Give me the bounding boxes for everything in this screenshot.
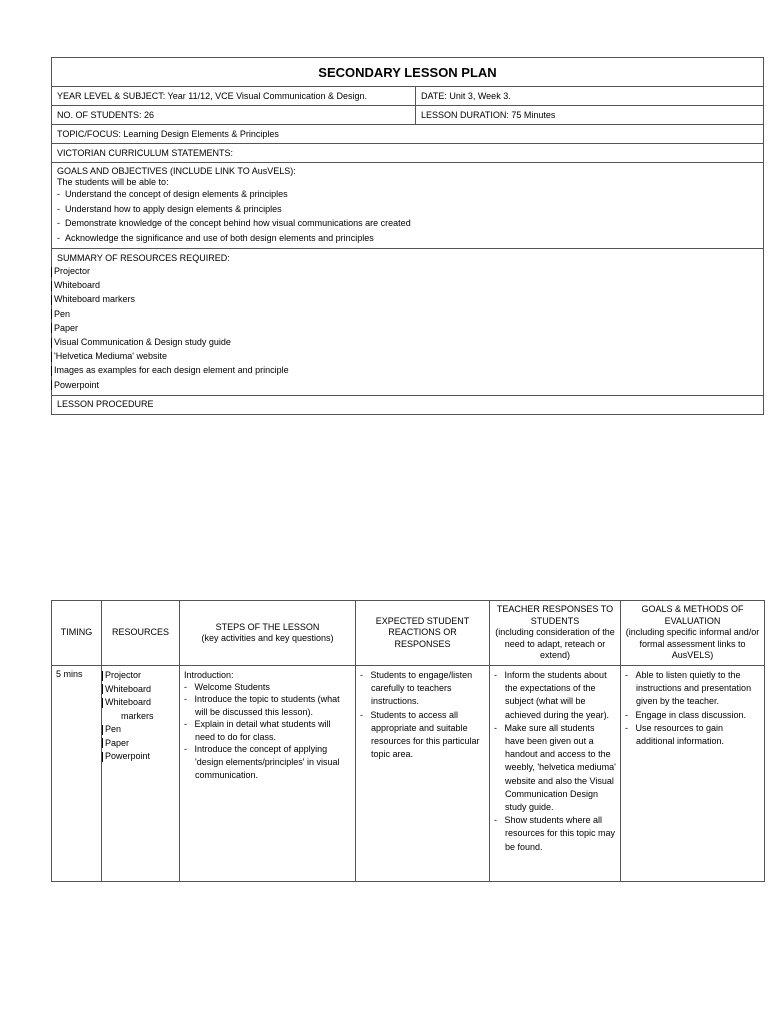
goals-section xyxy=(52,163,764,249)
goal-item: - Demonstrate knowledge of the concept behind how visual communications are created xyxy=(57,218,411,228)
header-goals: GOALS & METHODS OF EVALUATION (including specific informal and/or formal assessment links to AusVELS) xyxy=(621,601,765,666)
header-timing: TIMING xyxy=(52,601,102,666)
row-resources xyxy=(102,666,180,882)
resource-item: Visual Communication & Design study guide xyxy=(51,335,758,349)
row-teacher xyxy=(490,666,621,882)
resource-item: Whiteboard xyxy=(106,683,175,697)
resource-item: Pen xyxy=(106,723,175,737)
goal-eval-item: - Engage in class discussion. xyxy=(625,709,760,722)
resource-item: Images as examples for each design element and principle xyxy=(51,363,758,377)
expected-item: - Students to engage/listen carefully to teachers instructions. xyxy=(360,669,485,709)
resource-item: 'Helvetica Mediuma' website xyxy=(51,349,758,363)
resource-item: Projector xyxy=(51,264,758,278)
procedure-header-row xyxy=(52,601,765,666)
lesson-plan-table xyxy=(51,57,764,415)
goals-intro: The students will be able to: xyxy=(57,177,169,187)
resource-item: Pen xyxy=(51,307,758,321)
expected-item: - Students to access all appropriate and suitable resources for this particular topic area. xyxy=(360,709,485,762)
step-item: - Introduce the concept of applying 'design elements/principles' in visual communication. xyxy=(184,743,351,783)
resource-item: Powerpoint xyxy=(51,378,758,392)
row-timing: 5 mins xyxy=(52,666,102,882)
resource-item: Whiteboard xyxy=(106,696,175,710)
header-steps: STEPS OF THE LESSON (key activities and key questions) xyxy=(180,601,356,666)
goal-item: - Acknowledge the significance and use of both design elements and principles xyxy=(57,232,374,243)
lesson-date: DATE: Unit 3, Week 3. xyxy=(416,87,764,106)
step-item: - Introduce the topic to students (what will be discussed this lesson). xyxy=(184,693,351,718)
number-of-students: NO. OF STUDENTS: 26 xyxy=(52,106,416,125)
year-level-subject: YEAR LEVEL & SUBJECT: Year 11/12, VCE Visual Communication & Design. xyxy=(52,87,416,106)
procedure-table xyxy=(51,600,765,882)
goal-item: - Understand how to apply design elements & principles xyxy=(57,203,282,214)
resource-item: Paper xyxy=(106,737,175,751)
header-teacher: TEACHER RESPONSES TO STUDENTS (including consideration of the need to adapt, reteach or extend) xyxy=(490,601,621,666)
goals-heading: GOALS AND OBJECTIVES (INCLUDE LINK TO AusVELS): xyxy=(57,166,296,176)
resource-item: Whiteboard markers xyxy=(51,292,758,306)
row-goals xyxy=(621,666,765,882)
step-item: - Explain in detail what students will need to do for class. xyxy=(184,718,351,743)
lesson-duration: LESSON DURATION: 75 Minutes xyxy=(416,106,764,125)
curriculum-statements: VICTORIAN CURRICULUM STATEMENTS: xyxy=(52,144,764,163)
teacher-item: - Inform the students about the expectations of the subject (what will be achieved during the year). xyxy=(494,669,616,722)
resource-item: Projector xyxy=(106,669,175,683)
topic-focus: TOPIC/FOCUS: Learning Design Elements & Principles xyxy=(52,125,764,144)
header-resources: RESOURCES xyxy=(102,601,180,666)
goal-eval-item: - Use resources to gain additional information. xyxy=(625,722,760,748)
header-expected: EXPECTED STUDENT REACTIONS OR RESPONSES xyxy=(356,601,490,666)
resource-item: markers xyxy=(121,710,154,721)
page-title: SECONDARY LESSON PLAN xyxy=(52,58,764,87)
lesson-procedure-heading: LESSON PROCEDURE xyxy=(52,395,764,414)
goal-item: - Understand the concept of design elements & principles xyxy=(57,189,288,199)
row-steps: Introduction: - Welcome Students - Introduce the topic to students (what will be discussed this lesson). - Explain in detail what students will need to do for class. - Introduce the concept of applying 'design elements/principles' in visual communication. xyxy=(180,666,356,882)
teacher-item: - Show students where all resources for this topic may be found. xyxy=(494,814,616,854)
step-item: - Welcome Students xyxy=(184,681,351,693)
row-expected xyxy=(356,666,490,882)
resources-heading: SUMMARY OF RESOURCES REQUIRED: xyxy=(57,253,230,263)
resource-item: Whiteboard xyxy=(51,278,758,292)
resource-item: Powerpoint xyxy=(106,750,175,764)
table-row xyxy=(52,666,765,882)
resources-section xyxy=(52,249,764,396)
teacher-item: - Make sure all students have been given out a handout and access to the weebly, 'helvetica mediuma' website and also the Visual Communication Design study guide. xyxy=(494,722,616,814)
goal-eval-item: - Able to listen quietly to the instructions and presentation given by the teacher. xyxy=(625,669,760,709)
resource-item: Paper xyxy=(51,321,758,335)
